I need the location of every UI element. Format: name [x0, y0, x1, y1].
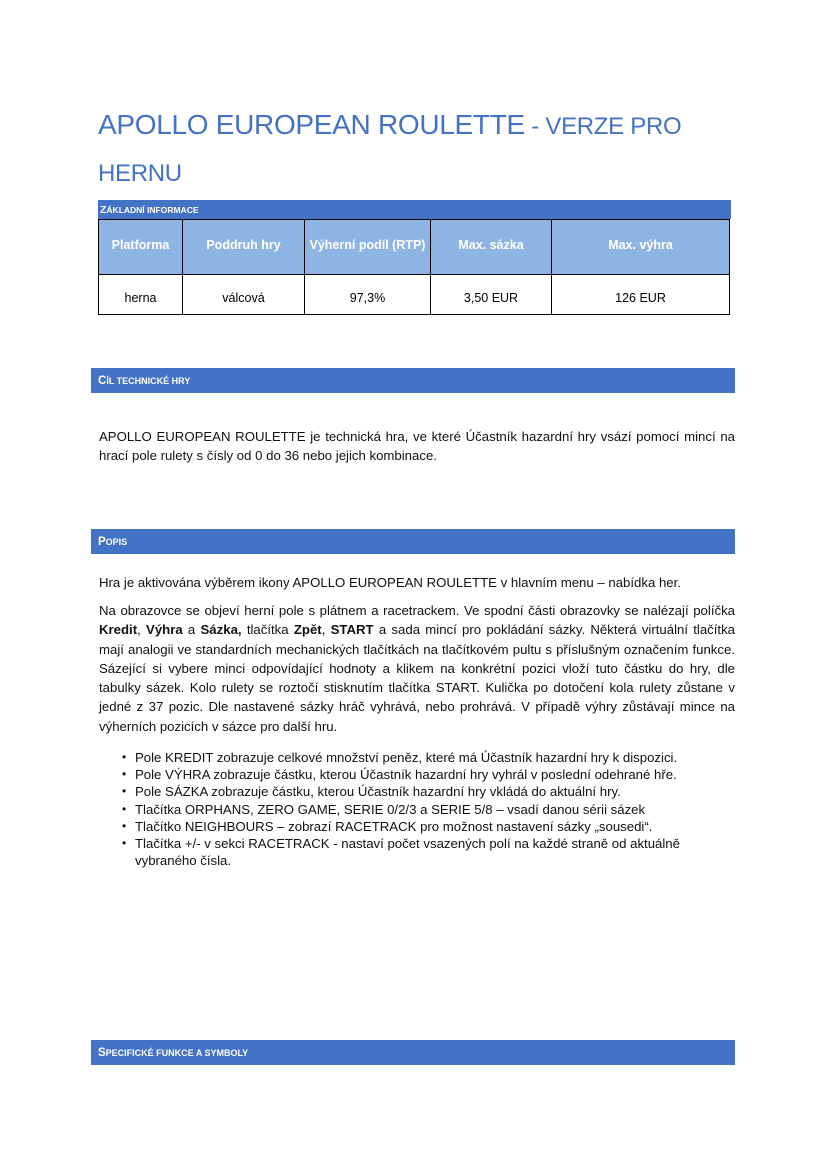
- text: tlačítka: [241, 622, 294, 638]
- header-subtype: Poddruh hry: [183, 220, 305, 275]
- text: a: [182, 622, 201, 638]
- heading-rest: ÍL TECHNICKÉ HRY: [106, 376, 191, 386]
- specific-section-heading: [91, 1040, 735, 1065]
- heading-initial: C: [98, 375, 107, 387]
- cell-subtype: válcová: [183, 275, 305, 315]
- list-item-text: Pole SÁZKA zobrazuje částku, kterou Účastník hazardní hry vkládá do aktuální hry.: [135, 784, 621, 800]
- heading-initial: S: [98, 1047, 106, 1059]
- list-item-text: Pole VÝHRA zobrazuje částku, kterou Účastník hazardní hry vyhrál v poslední odehrané hře.: [135, 767, 677, 783]
- table-row: [99, 275, 730, 315]
- description-section-heading: [91, 529, 735, 554]
- start-term: START: [330, 622, 374, 638]
- table-header-row: [99, 220, 730, 275]
- text: ,: [321, 622, 331, 638]
- text: a sada mincí pro pokládání sázky. Některá virtuální tlačítka mají analogii ve standardních mechanických tlačítkách na tlačítkovém pultu s příslušným označením funkce. Sázející si vybere minci odpovídající hodnoty a klikem na konkrétní pozici vloží tuto částku do hry, dle tabulky sázek. Kolo rulety se roztočí stisknutím tlačítka START. Kulička po dotočení kola rulety zůstane v jedné z 37 pozic. Dle nastavené sázky hráč vyhrává, nebo prohrává. V případě výhry zůstávají mince na výherních pozicích v sázce pro další hru.: [99, 622, 736, 734]
- list-item: [99, 801, 719, 818]
- list-item: [99, 749, 719, 766]
- list-item-text: Tlačítko NEIGHBOURS – zobrazí RACETRACK pro možnost nastavení sázky „sousedi“.: [135, 818, 653, 834]
- list-item: [99, 818, 719, 835]
- bullet-icon: •: [122, 750, 127, 764]
- heading-rest: ÁKLADNÍ INFORMACE: [106, 205, 199, 215]
- title-main: APOLLO EUROPEAN ROULETTE: [98, 109, 525, 140]
- cell-platform: herna: [99, 275, 183, 315]
- text: ,: [137, 622, 147, 638]
- bullet-icon: •: [122, 836, 127, 851]
- header-rtp: Výherní podíl (RTP): [305, 220, 431, 275]
- goal-text: APOLLO EUROPEAN ROULETTE je technická hra, ve které Účastník hazardní hry vsází pomocí mincí na hrací pole rulety s čísly od 0 do 36 nebo jejich kombinace.: [99, 429, 735, 464]
- heading-initial: Z: [100, 204, 107, 216]
- heading-rest: OPIS: [105, 537, 128, 547]
- heading-initial: P: [98, 536, 106, 548]
- list-item-text: Tlačítka +/- v sekci RACETRACK - nastaví počet vsazených polí na každé straně od aktuálně vybraného čísla.: [135, 836, 680, 869]
- heading-rest: PECIFICKÉ FUNKCE A SYMBOLY: [105, 1048, 249, 1058]
- list-item-text: Tlačítka ORPHANS, ZERO GAME, SERIE 0/2/3 a SERIE 5/8 – vsadí danou sérii sázek: [135, 801, 646, 817]
- list-item-text: Pole KREDIT zobrazuje celkové množství peněz, které má Účastník hazardní hry k dispozici.: [135, 750, 678, 765]
- vyhra-term: Výhra: [146, 622, 183, 638]
- bullet-icon: •: [122, 784, 127, 799]
- list-item: [99, 783, 719, 800]
- list-item: [99, 766, 719, 783]
- document-title: [98, 102, 738, 196]
- header-max-bet: Max. sázka: [431, 220, 552, 275]
- description-intro: Hra je aktivována výběrem ikony APOLLO EUROPEAN ROULETTE v hlavním menu – nabídka her.: [99, 575, 681, 590]
- title-sub-line1: VERZE PRO: [545, 113, 682, 140]
- kredit-term: Kredit: [99, 622, 138, 638]
- title-separator: -: [524, 113, 546, 140]
- title-sub-line2: HERNU: [98, 160, 182, 187]
- cell-max-win: 126 EUR: [552, 275, 730, 315]
- list-item: [99, 835, 719, 869]
- description-paragraph: [99, 601, 735, 736]
- zpet-term: Zpět: [293, 622, 322, 638]
- bullet-icon: •: [122, 818, 127, 833]
- text: Na obrazovce se objeví herní pole s plátnem a racetrackem. Ve spodní části obrazovky se nalézají políčka: [99, 603, 735, 618]
- basic-info-table: [98, 219, 730, 315]
- goal-section-heading: [91, 368, 735, 393]
- bullet-icon: •: [122, 767, 127, 782]
- cell-max-bet: 3,50 EUR: [431, 275, 552, 315]
- bullet-icon: •: [122, 801, 127, 816]
- header-max-win: Max. výhra: [552, 220, 730, 275]
- cell-rtp: 97,3%: [305, 275, 431, 315]
- sazka-term: Sázka,: [200, 622, 242, 638]
- description-bullet-list: [99, 749, 719, 869]
- basic-info-heading: [98, 200, 731, 219]
- header-platform: Platforma: [99, 220, 183, 275]
